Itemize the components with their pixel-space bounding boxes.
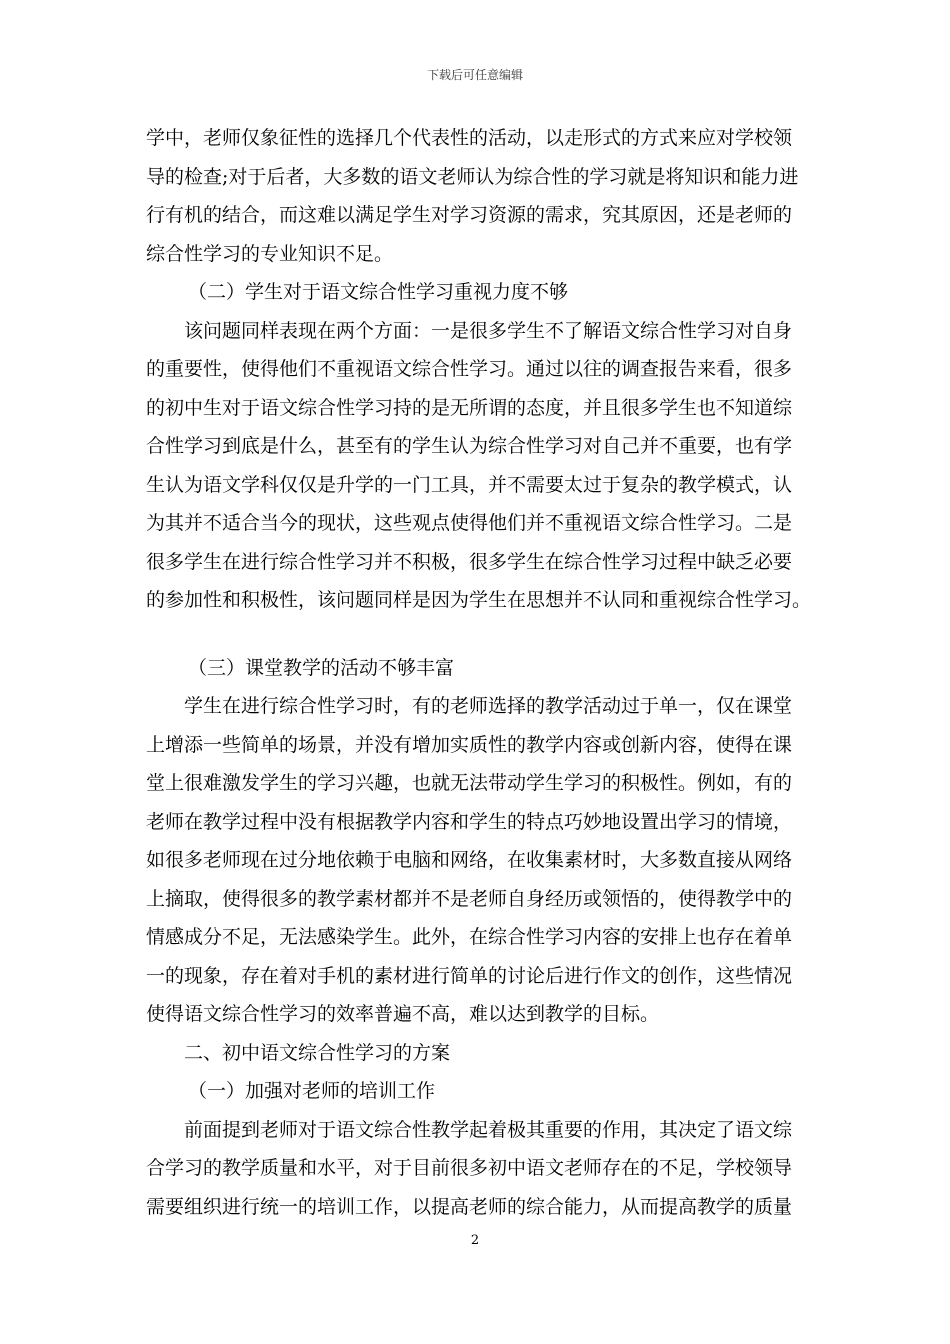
paragraph-line: 生认为语文学科仅仅是升学的一门工具，并不需要太过于复杂的教学模式，认 [146, 473, 793, 496]
paragraph-line: 一的现象，存在着对手机的素材进行简单的讨论后进行作文的创作，这些情况 [146, 964, 793, 987]
paragraph-line: 该问题同样表现在两个方面：一是很多学生不了解语文综合性学习对自身 [184, 319, 793, 342]
body-text [146, 119, 818, 1226]
paragraph-line: 如很多老师现在过分地依赖于电脑和网络，在收集素材时，大多数直接从网络 [146, 849, 793, 871]
section-heading: （一）加强对老师的培训工作 [188, 1080, 436, 1102]
paragraph-line: 的初中生对于语文综合性学习持的是无所谓的态度，并且很多学生也不知道综 [146, 396, 793, 419]
page-number: 2 [470, 1233, 480, 1248]
paragraph-gap [146, 620, 818, 649]
page-header: 下载后可任意编辑 [426, 68, 523, 82]
paragraph-line: 情感成分不足，无法感染学生。此外，在综合性学习内容的安排上也存在着单 [146, 926, 793, 948]
paragraph-line: 合学习的教学质量和水平，对于目前很多初中语文老师存在的不足，学校领导 [146, 1157, 793, 1179]
paragraph-line: 的重要性，使得他们不重视语文综合性学习。通过以往的调查报告来看，很多 [146, 358, 793, 380]
paragraph-line: 学生在进行综合性学习时，有的老师选择的教学活动过于单一，仅在课堂 [184, 695, 793, 717]
section-heading: （二）学生对于语文综合性学习重视力度不够 [188, 281, 569, 303]
paragraph-line: 上摘取，使得很多的教学素材都并不是老师自身经历或领悟的，使得教学中的 [146, 887, 793, 910]
paragraph-line: 前面提到老师对于语文综合性教学起着极其重要的作用，其决定了语文综 [184, 1118, 793, 1141]
paragraph-line: 为其并不适合当今的现状，这些观点使得他们并不重视语文综合性学习。二是 [146, 512, 793, 534]
paragraph-line: 很多学生在进行综合性学习并不积极，很多学生在综合性学习过程中缺乏必要 [146, 550, 793, 573]
paragraph-line: 的参加性和积极性，该问题同样是因为学生在思想并不认同和重视综合性学习。 [146, 589, 812, 611]
paragraph-line: 老师在教学过程中没有根据教学内容和学生的特点巧妙地设置出学习的情境， [146, 810, 793, 833]
section-heading: （三）课堂教学的活动不够丰富 [188, 656, 455, 679]
paragraph-line: 学中，老师仅象征性的选择几个代表性的活动，以走形式的方式来应对学校领 [146, 127, 793, 149]
paragraph-line: 导的检查;对于后者，大多数的语文老师认为综合性的学习就是将知识和能力进 [146, 165, 799, 188]
paragraph-line: 使得语文综合性学习的效率普遍不高，难以达到教学的目标。 [146, 1003, 660, 1025]
paragraph-line: 堂上很难激发学生的学习兴趣，也就无法带动学生学习的积极性。例如，有的 [146, 772, 793, 794]
paragraph-line: 需要组织进行统一的培训工作，以提高老师的综合能力，从而提高教学的质量 [146, 1195, 793, 1218]
paragraph-line: 综合性学习的专业知识不足。 [146, 242, 394, 265]
paragraph-line: 合性学习到底是什么，甚至有的学生认为综合性学习对自己并不重要，也有学 [146, 435, 793, 457]
section-heading: 二、初中语文综合性学习的方案 [184, 1041, 451, 1064]
paragraph-line: 上增添一些简单的场景，并没有增加实质性的教学内容或创新内容，使得在课 [146, 733, 793, 756]
paragraph-line: 行有机的结合，而这难以满足学生对学习资源的需求，究其原因，还是老师的 [146, 204, 793, 226]
